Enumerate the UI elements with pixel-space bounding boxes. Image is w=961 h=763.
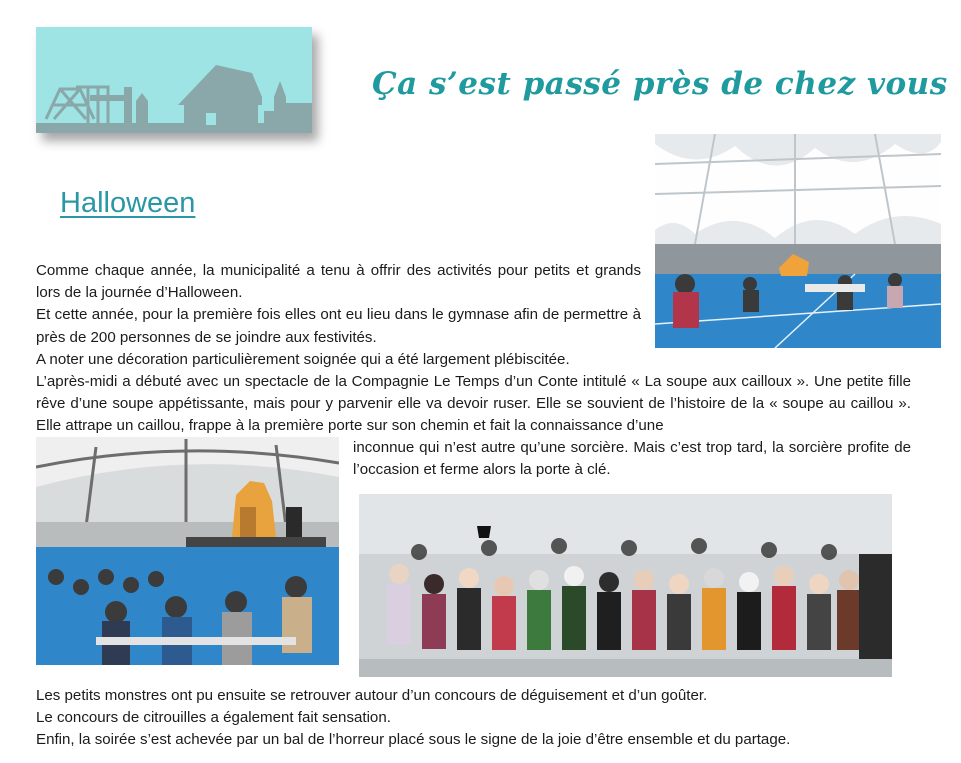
closing-line: Enfin, la soirée s’est achevée par un bal de l’horreur placé sous le signe de la joie d’être ensemble et du partage.	[36, 731, 791, 749]
article-title: Halloween	[60, 187, 196, 219]
intro-paragraph	[36, 260, 641, 371]
photo-gym-decorations	[655, 134, 941, 348]
village-silhouette-icon	[36, 27, 312, 133]
intro-line: Et cette année, pour la première fois elles ont eu lieu dans le gymnase afin de permettre à près de 200 personnes de se joindre aux festivités.	[36, 306, 641, 346]
header-banner	[36, 27, 312, 133]
section-title: Ça s’est passé près de chez vous	[372, 66, 948, 102]
intro-line: Comme chaque année, la municipalité a tenu à offrir des activités pour petits et grands lors de la journée d’Halloween.	[36, 262, 641, 302]
story-paragraph: L’après-midi a débuté avec un spectacle de la Compagnie Le Temps d’un Conte intitulé « La soupe aux cailloux ». Une petite fille rêve d’une soupe appétissante, mais pour y parvenir elle va devoir ruser. Elle se souvient de l’histoire de la « soupe au caillou ». Elle attrape un caillou, frappe à la première porte sur son chemin et fait la connaissance d’une	[36, 373, 911, 435]
closing-paragraph	[36, 685, 916, 752]
intro-line: A noter une décoration particulièrement soignée qui a été largement plébiscitée.	[36, 350, 570, 368]
closing-line: Le concours de citrouilles a également fait sensation.	[36, 709, 391, 727]
closing-line: Les petits monstres ont pu ensuite se retrouver autour d’un concours de déguisement et d’un goûter.	[36, 687, 708, 704]
photo-costume-group	[359, 494, 892, 677]
photo-puppet-show	[36, 437, 339, 665]
story-continuation: inconnue qui n’est autre qu’une sorcière. Mais c’est trop tard, la sorcière profite de l’occasion et ferme alors la porte à clé.	[353, 439, 911, 479]
